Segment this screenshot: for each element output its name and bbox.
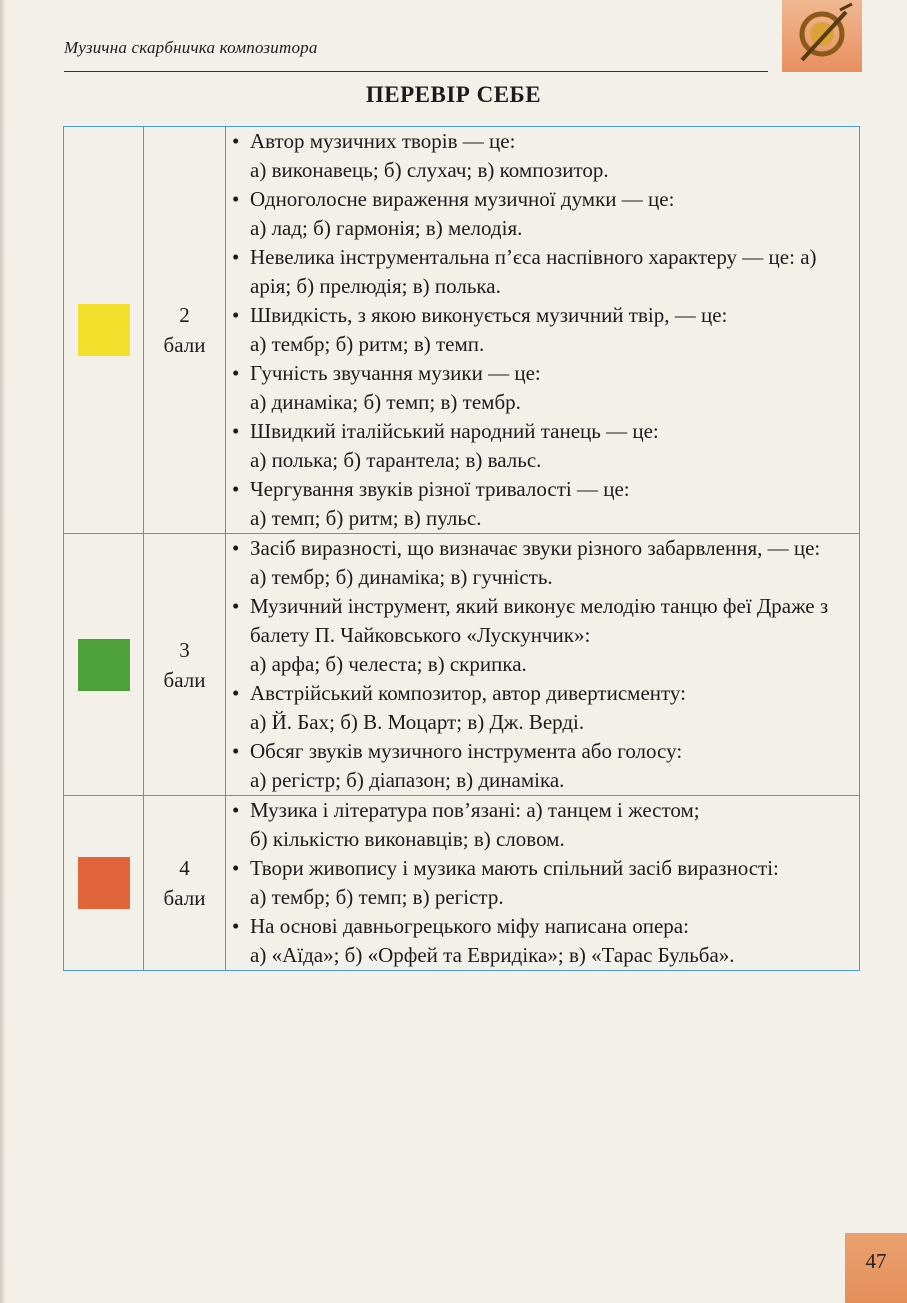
difficulty-swatch: [78, 639, 130, 691]
answer-options: а) динаміка; б) темп; в) тембр.: [250, 390, 521, 414]
answer-options: а) тембр; б) темп; в) регістр.: [250, 885, 504, 909]
question-stem: • Музичний інструмент, який виконує мелодію танцю феї Драже з балету П. Чайковського «Лускунчик»:: [226, 592, 859, 650]
answer-options: а) «Аїда»; б) «Орфей та Евридіка»; в) «Тарас Бульба».: [250, 943, 735, 967]
difficulty-color-cell: [64, 534, 144, 796]
answer-options: а) регістр; б) діапазон; в) динаміка.: [250, 768, 565, 792]
questions-cell: [226, 534, 860, 796]
page-number: 47: [845, 1233, 907, 1303]
questions-cell: [226, 796, 860, 971]
question-stem: • Одноголосне вираження музичної думки — це:: [226, 185, 859, 214]
score-value: 4: [179, 856, 190, 880]
question-item: [226, 534, 859, 592]
difficulty-color-cell: [64, 796, 144, 971]
answer-options: а) темп; б) ритм; в) пульс.: [250, 506, 482, 530]
question-item: [226, 475, 859, 533]
question-item: [226, 185, 859, 243]
question-item: [226, 912, 859, 970]
question-stem: • Обсяг звуків музичного інструмента або голосу:: [226, 737, 859, 766]
question-item: [226, 737, 859, 795]
question-stem: • На основі давньогрецького міфу написана опера:: [226, 912, 859, 941]
question-item: [226, 301, 859, 359]
music-instrument-icon: [782, 0, 862, 72]
score-cell: [144, 534, 226, 796]
question-item: [226, 854, 859, 912]
question-item: [226, 243, 859, 301]
section-title: ПЕРЕВІР СЕБЕ: [365, 82, 542, 107]
page-spine-shadow: [0, 0, 6, 1303]
question-stem: • Музика і література пов’язані: а) танцем і жестом;: [226, 796, 859, 825]
question-stem: • Засіб виразності, що визначає звуки різного забарвлення, — це:: [226, 534, 859, 563]
question-item: [226, 679, 859, 737]
question-item: [226, 592, 859, 679]
question-item: [226, 796, 859, 854]
answer-options: а) тембр; б) ритм; в) темп.: [250, 332, 485, 356]
answer-options: а) тембр; б) динаміка; в) гучність.: [250, 565, 553, 589]
question-stem: • Швидкість, з якою виконується музичний твір, — це:: [226, 301, 859, 330]
difficulty-swatch: [78, 304, 130, 356]
score-value: 2: [179, 303, 190, 327]
quiz-table: [63, 126, 860, 971]
header-rule: [64, 71, 768, 72]
answer-options: а) арфа; б) челеста; в) скрипка.: [250, 652, 527, 676]
answer-options: б) кількістю виконавців; в) словом.: [250, 827, 565, 851]
question-stem: • Чергування звуків різної тривалості — це:: [226, 475, 859, 504]
question-stem: • Австрійський композитор, автор дивертисменту:: [226, 679, 859, 708]
score-unit: бали: [163, 886, 206, 910]
question-stem: • Невелика інструментальна п’єса наспівного характеру — це: а) арія; б) прелюдія; в) полька.: [226, 243, 859, 301]
header-ornament-image: [782, 0, 862, 72]
difficulty-swatch: [78, 857, 130, 909]
quiz-row: [64, 796, 860, 971]
score-cell: [144, 796, 226, 971]
question-stem: • Автор музичних творів — це:: [226, 127, 859, 156]
quiz-row: [64, 534, 860, 796]
question-item: [226, 359, 859, 417]
answer-options: а) Й. Бах; б) В. Моцарт; в) Дж. Верді.: [250, 710, 585, 734]
score-value: 3: [179, 637, 190, 662]
question-stem: • Швидкий італійський народний танець — це:: [226, 417, 859, 446]
score-unit: бали: [163, 667, 206, 692]
answer-options: а) виконавець; б) слухач; в) композитор.: [250, 158, 609, 182]
question-stem: • Гучність звучання музики — це:: [226, 359, 859, 388]
question-item: [226, 417, 859, 475]
score-unit: бали: [163, 333, 206, 357]
quiz-row: [64, 127, 860, 534]
running-header: Музична скарбничка композитора: [64, 38, 318, 57]
answer-options: а) полька; б) тарантела; в) вальс.: [250, 448, 542, 472]
questions-cell: [226, 127, 860, 534]
answer-options: а) лад; б) гармонія; в) мелодія.: [250, 216, 523, 240]
difficulty-color-cell: [64, 127, 144, 534]
score-cell: [144, 127, 226, 534]
question-stem: • Твори живопису і музика мають спільний засіб виразності:: [226, 854, 859, 883]
question-item: [226, 127, 859, 185]
